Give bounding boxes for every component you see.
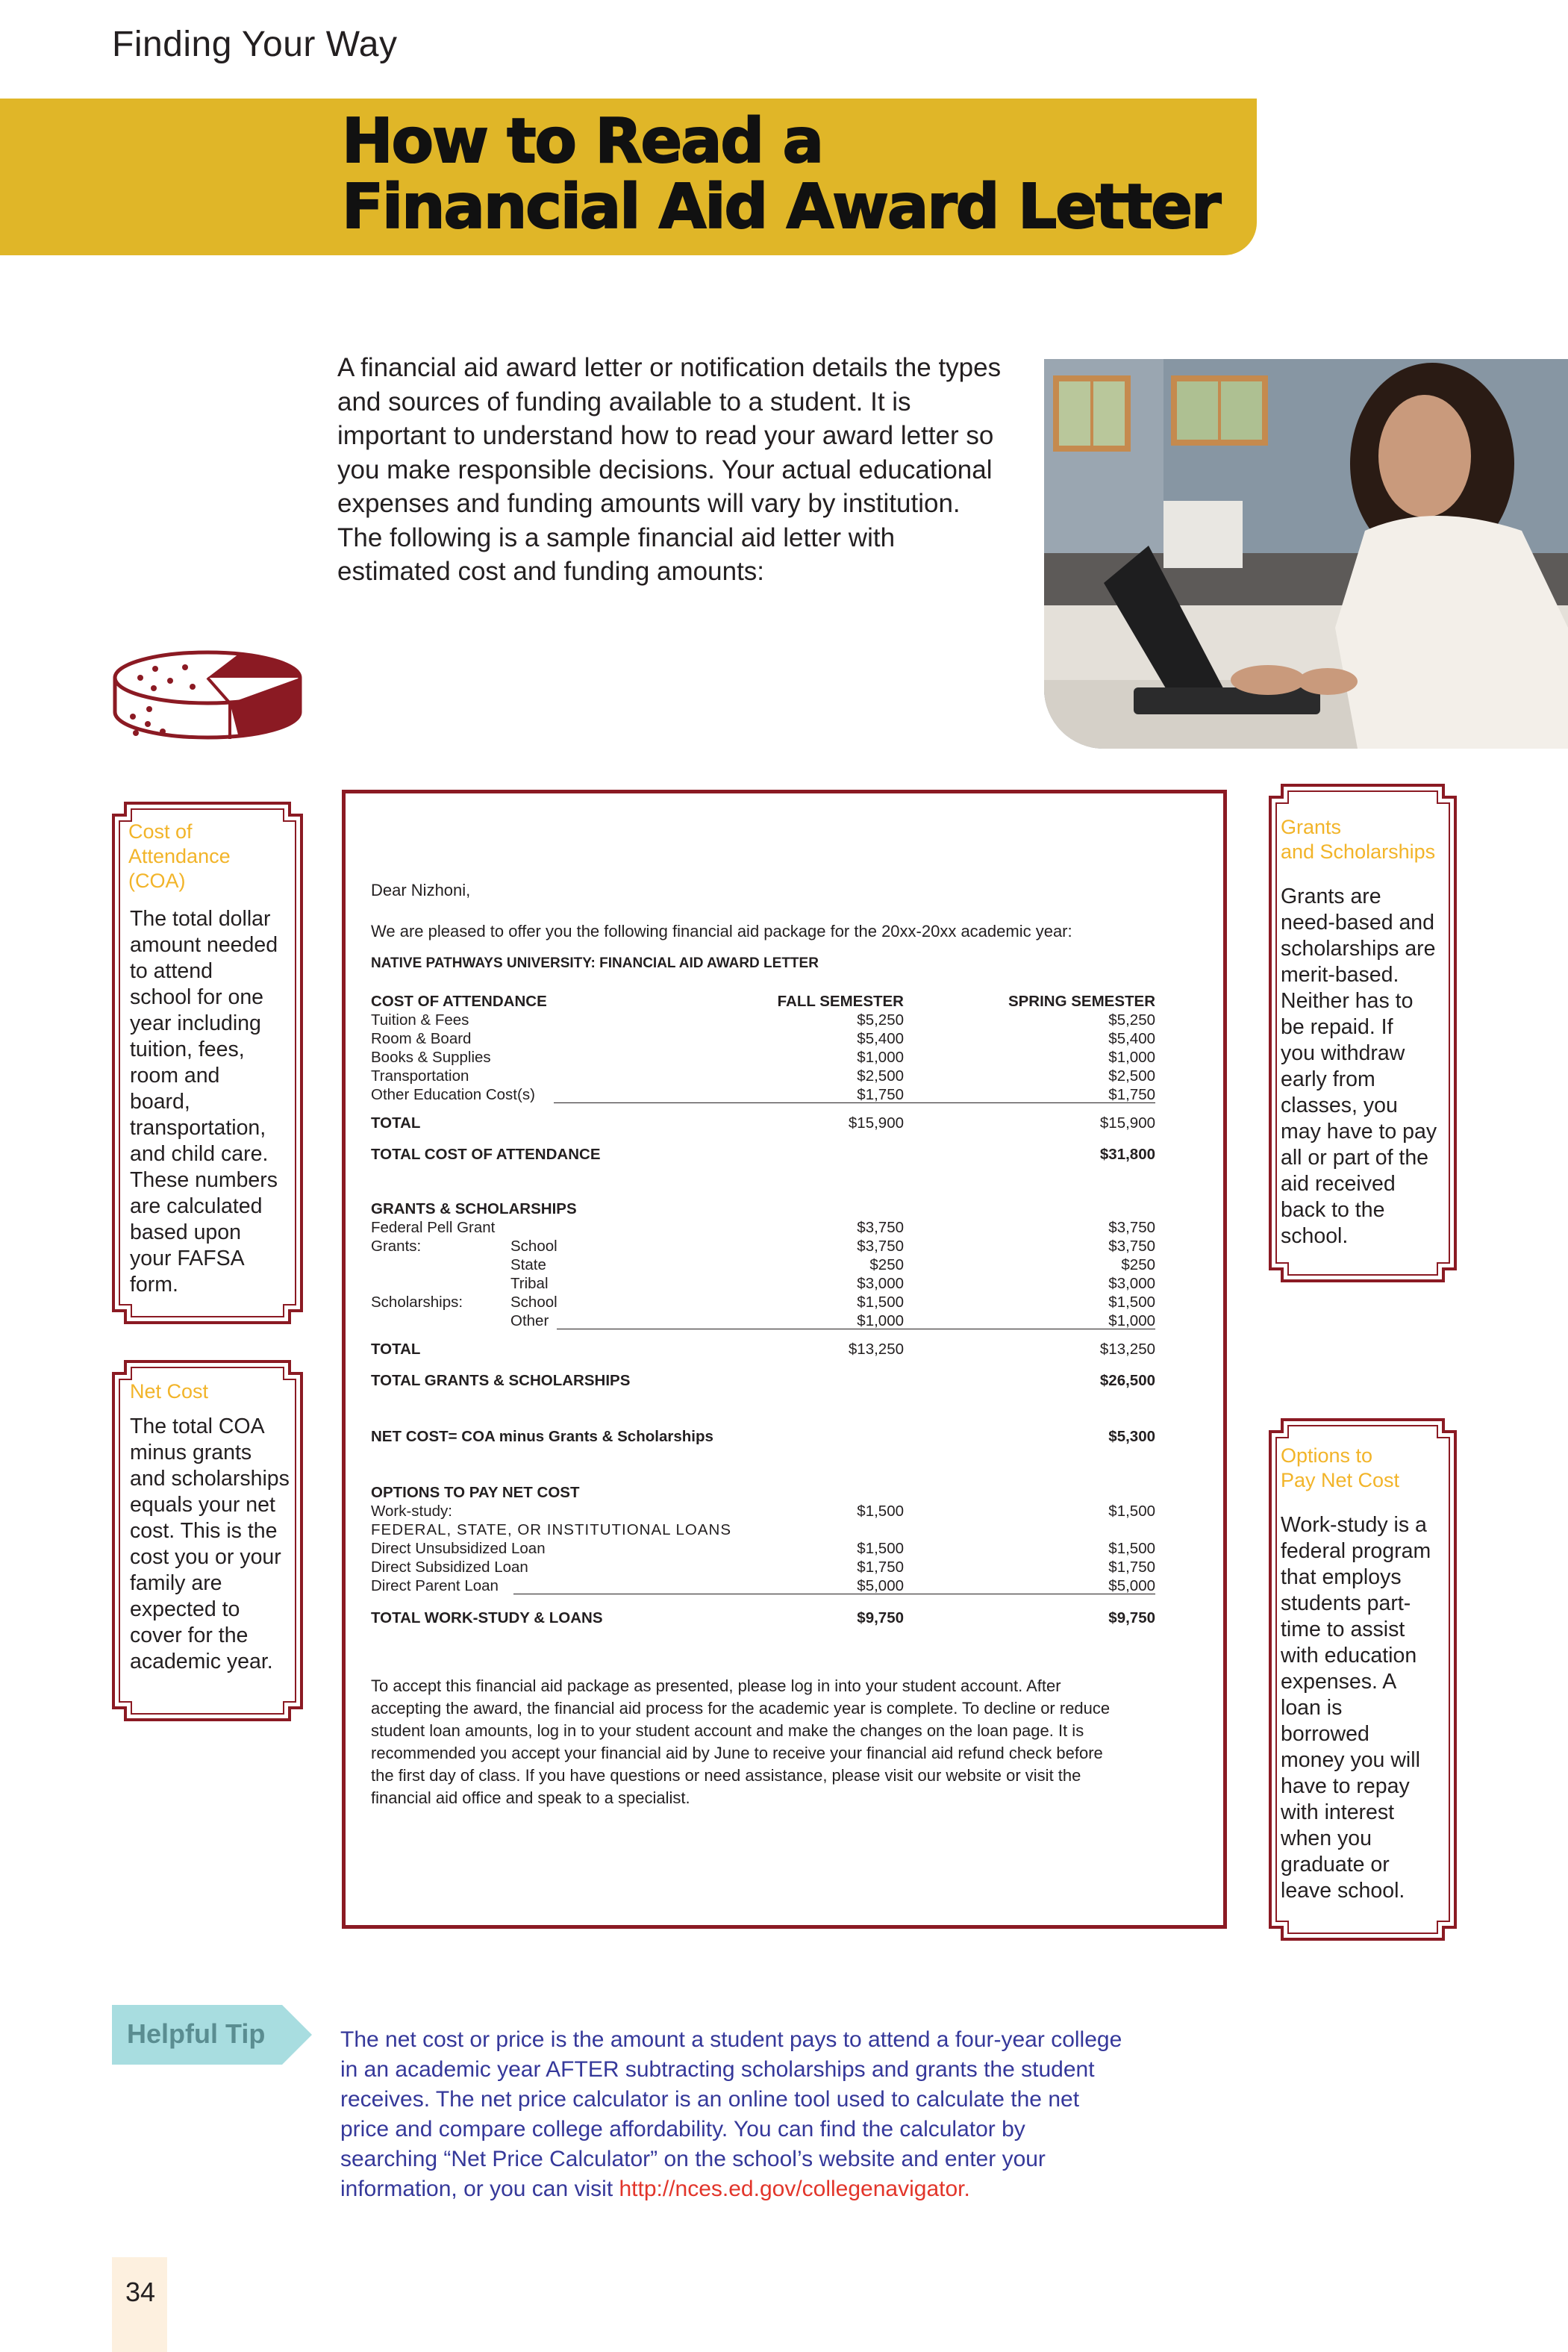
sidebar-body-line: amount needed xyxy=(130,933,278,957)
sidebar-coa-body xyxy=(130,906,278,1298)
coa-row-label: Transportation xyxy=(371,1067,469,1085)
grant-row-spring: $3,000 xyxy=(1108,1275,1155,1292)
letter-greeting: Dear Nizhoni, xyxy=(371,881,471,899)
sidebar-body-line: minus grants xyxy=(130,1441,252,1464)
grant-row-spring: $3,750 xyxy=(1108,1219,1155,1236)
page-title xyxy=(342,106,1220,243)
coa-row-label: Other Education Cost(s) xyxy=(371,1086,535,1103)
sidebar-body-line: academic year. xyxy=(130,1650,273,1673)
sidebar-body-line: aid received xyxy=(1281,1172,1396,1196)
sidebar-body-line: scholarships are xyxy=(1281,937,1436,961)
spring-semester-header: SPRING SEMESTER xyxy=(1008,993,1155,1010)
loan-row-label: Direct Unsubsidized Loan xyxy=(371,1540,546,1557)
coa-row-spring: $1,000 xyxy=(1108,1049,1155,1066)
options-header: OPTIONS TO PAY NET COST xyxy=(371,1484,580,1501)
coa-row-fall: $2,500 xyxy=(857,1067,904,1085)
sidebar-body-line: may have to pay xyxy=(1281,1120,1437,1144)
grant-row-spring: $250 xyxy=(1121,1256,1155,1273)
loan-row-fall: $1,500 xyxy=(857,1540,904,1557)
grant-row-sub: State xyxy=(510,1256,546,1273)
sidebar-title-line: Grants xyxy=(1281,816,1342,838)
sidebar-grants-title xyxy=(1281,815,1435,864)
sidebar-body-line: room and xyxy=(130,1064,220,1088)
grant-row-fall: $3,000 xyxy=(857,1275,904,1292)
sidebar-body-line: with interest xyxy=(1281,1800,1395,1824)
coa-rule xyxy=(554,1102,1155,1103)
sidebar-body-line: tuition, fees, xyxy=(130,1038,245,1061)
loan-row-label: Direct Parent Loan xyxy=(371,1577,499,1594)
tip-line: The net cost or price is the amount a student pays to attend a four-year college xyxy=(340,2027,1122,2052)
grant-row-fall: $3,750 xyxy=(857,1238,904,1255)
total-ws-fall: $9,750 xyxy=(857,1609,904,1626)
grants-total-spring: $13,250 xyxy=(1099,1341,1155,1358)
sidebar-body-line: and child care. xyxy=(130,1142,269,1166)
grant-row-fall: $250 xyxy=(869,1256,904,1273)
tip-line: price and compare college affordability. You can find the calculator by xyxy=(340,2117,1025,2142)
sidebar-body-line: The total dollar xyxy=(130,907,271,931)
tip-line-last xyxy=(340,2174,1191,2204)
sidebar-body-line: with education xyxy=(1281,1644,1417,1668)
coa-total-fall: $15,900 xyxy=(848,1114,904,1132)
sidebar-options xyxy=(1269,1418,1457,1941)
sidebar-title-line: Attendance xyxy=(128,845,231,867)
sidebar-body-line: form. xyxy=(130,1273,178,1297)
loan-row-fall: $5,000 xyxy=(857,1577,904,1594)
sidebar-body-line: classes, you xyxy=(1281,1094,1398,1117)
grant-row-sub: Tribal xyxy=(510,1275,549,1292)
total-ws-label: TOTAL WORK-STUDY & LOANS xyxy=(371,1609,603,1626)
tip-line: in an academic year AFTER subtracting scholarships and grants the student xyxy=(340,2057,1095,2082)
sidebar-grants xyxy=(1269,784,1457,1282)
sidebar-coa xyxy=(112,802,303,1324)
coa-row-fall: $5,400 xyxy=(857,1030,904,1047)
helpful-tip-label: Helpful Tip xyxy=(127,2018,266,2049)
grant-row-sub: School xyxy=(510,1294,557,1311)
sidebar-body-line: cost you or your xyxy=(130,1545,281,1569)
grant-row-label: Grants: xyxy=(371,1238,422,1255)
sidebar-body-line: when you xyxy=(1281,1827,1372,1850)
sidebar-body-line: Grants are xyxy=(1281,885,1381,908)
sidebar-body-line: school for one xyxy=(130,985,264,1009)
grant-row-label: Federal Pell Grant xyxy=(371,1219,496,1236)
sidebar-title-line: Pay Net Cost xyxy=(1281,1469,1400,1491)
sidebar-body-line: leave school. xyxy=(1281,1879,1405,1903)
sidebar-body-line: These numbers xyxy=(130,1168,278,1192)
net-cost-label: NET COST= COA minus Grants & Scholarships xyxy=(371,1428,713,1445)
sidebar-body-line: loan is xyxy=(1281,1696,1343,1720)
sidebar-title-line: Cost of xyxy=(128,820,193,843)
sidebar-grants-body xyxy=(1281,884,1437,1250)
student-photo xyxy=(1044,359,1568,749)
title-line-2: Financial Aid Award Letter xyxy=(342,172,1220,243)
student-photo-illustration xyxy=(1044,359,1568,749)
sidebar-body-line: federal program xyxy=(1281,1539,1431,1563)
sidebar-body-line: you withdraw xyxy=(1281,1041,1405,1065)
closing-line: accepting the award, the financial aid process for the academic year is complete. To decline or reduce xyxy=(371,1699,1111,1718)
closing-line: student loan amounts, log in to your student account and make the changes on the loan page. It is xyxy=(371,1721,1084,1740)
loan-row-spring: $1,500 xyxy=(1108,1540,1155,1557)
coa-row-fall: $5,250 xyxy=(857,1011,904,1029)
grant-row-label: Scholarships: xyxy=(371,1294,463,1311)
intro-paragraph: A financial aid award letter or notification details the types and sources of funding available to a student. It is important to understand how to read your award letter so you make responsible decisions. Your actual educational expenses and funding amounts will vary by institution. The following is a sample financial aid letter with estimated cost and funding amounts: xyxy=(337,353,1002,586)
sidebar-body-line: family are xyxy=(130,1571,222,1595)
sidebar-body-line: all or part of the xyxy=(1281,1146,1429,1170)
coa-total-spring: $15,900 xyxy=(1099,1114,1155,1132)
sidebar-body-line: be repaid. If xyxy=(1281,1015,1393,1039)
loan-row-spring: $5,000 xyxy=(1108,1577,1155,1594)
sidebar-body-line: cover for the xyxy=(130,1623,249,1647)
grant-row-sub: Other xyxy=(510,1312,549,1329)
work-study-label: Work-study: xyxy=(371,1503,452,1520)
grant-row-spring: $1,500 xyxy=(1108,1294,1155,1311)
sidebar-net-cost-body xyxy=(130,1414,290,1675)
sidebar-body-line: board, xyxy=(130,1090,190,1114)
sidebar-net-cost-title xyxy=(130,1379,208,1404)
sidebar-body-line: graduate or xyxy=(1281,1853,1390,1877)
sidebar-body-line: money you will xyxy=(1281,1748,1420,1772)
page-number: 34 xyxy=(125,2277,156,2307)
sidebar-body-line: year including xyxy=(130,1011,261,1035)
work-study-fall: $1,500 xyxy=(857,1503,904,1520)
coa-row-spring: $2,500 xyxy=(1108,1067,1155,1085)
section-label: Finding Your Way xyxy=(112,25,398,64)
sidebar-body-line: your FAFSA xyxy=(130,1247,245,1270)
helpful-tip-text xyxy=(340,2025,1191,2204)
sidebar-body-line: The total COA xyxy=(130,1414,265,1438)
grant-row-fall: $1,000 xyxy=(857,1312,904,1329)
sidebar-body-line: Work-study is a xyxy=(1281,1513,1427,1537)
coa-row-spring: $5,250 xyxy=(1108,1011,1155,1029)
sidebar-body-line: time to assist xyxy=(1281,1618,1405,1641)
sidebar-body-line: students part- xyxy=(1281,1591,1411,1615)
sidebar-title-line: Net Cost xyxy=(130,1380,209,1403)
work-study-spring: $1,500 xyxy=(1108,1503,1155,1520)
title-line-1: How to Read a xyxy=(342,106,823,177)
closing-line: the first day of class. If you have questions or need assistance, please visit our website or visit the xyxy=(371,1766,1081,1785)
sidebar-body-line: to attend xyxy=(130,959,213,983)
pie-chart-icon xyxy=(110,648,304,749)
sidebar-body-line: merit-based. xyxy=(1281,963,1399,987)
sidebar-body-line: need-based and xyxy=(1281,911,1435,935)
sidebar-body-line: back to the xyxy=(1281,1198,1385,1222)
closing-line: recommended you accept your financial aid by June to receive your financial aid refund check before xyxy=(371,1744,1103,1762)
grant-row-sub: School xyxy=(510,1238,557,1255)
coa-row-label: Tuition & Fees xyxy=(371,1011,469,1029)
tip-line: searching “Net Price Calculator” on the school’s website and enter your xyxy=(340,2147,1046,2171)
fall-semester-header: FALL SEMESTER xyxy=(777,993,904,1010)
grant-row-fall: $1,500 xyxy=(857,1294,904,1311)
grants-total-label: TOTAL xyxy=(371,1341,421,1358)
sidebar-body-line: expected to xyxy=(130,1597,240,1621)
total-ws-spring: $9,750 xyxy=(1108,1609,1155,1626)
loan-row-spring: $1,750 xyxy=(1108,1559,1155,1576)
loan-row-label: Direct Subsidized Loan xyxy=(371,1559,528,1576)
grants-header: GRANTS & SCHOLARSHIPS xyxy=(371,1200,577,1217)
sidebar-net-cost xyxy=(112,1360,303,1721)
coa-header: COST OF ATTENDANCE xyxy=(371,993,547,1010)
sidebar-title-line: Options to xyxy=(1281,1444,1373,1467)
total-coa-value: $31,800 xyxy=(1099,1146,1155,1163)
sidebar-body-line: early from xyxy=(1281,1067,1375,1091)
sidebar-body-line: Neither has to xyxy=(1281,989,1414,1013)
total-grants-label: TOTAL GRANTS & SCHOLARSHIPS xyxy=(371,1372,631,1389)
sidebar-body-line: expenses. A xyxy=(1281,1670,1397,1694)
sidebar-body-line: transportation, xyxy=(130,1116,266,1140)
letter-opening: We are pleased to offer you the following financial aid package for the 20xx-20xx academic year: xyxy=(371,922,1072,941)
sidebar-coa-title xyxy=(128,820,231,893)
grant-row-fall: $3,750 xyxy=(857,1219,904,1236)
coa-row-spring: $5,400 xyxy=(1108,1030,1155,1047)
closing-line: To accept this financial aid package as presented, please log in into your student account. After xyxy=(371,1676,1061,1695)
sidebar-options-title xyxy=(1281,1444,1399,1493)
closing-line: financial aid office and speak to a specialist. xyxy=(371,1788,690,1807)
sidebar-body-line: cost. This is the xyxy=(130,1519,278,1543)
sidebar-title-line: and Scholarships xyxy=(1281,840,1436,863)
tip-line: receives. The net price calculator is an online tool used to calculate the net xyxy=(340,2087,1080,2112)
sidebar-body-line: based upon xyxy=(130,1220,241,1244)
sidebar-body-line: school. xyxy=(1281,1224,1349,1248)
sidebar-body-line: borrowed xyxy=(1281,1722,1369,1746)
loan-row-fall: $1,750 xyxy=(857,1559,904,1576)
coa-total-label: TOTAL xyxy=(371,1114,421,1132)
total-coa-label: TOTAL COST OF ATTENDANCE xyxy=(371,1146,601,1163)
sidebar-body-line: are calculated xyxy=(130,1194,263,1218)
coa-row-label: Books & Supplies xyxy=(371,1049,491,1066)
tip-line-prefix: information, or you can visit xyxy=(340,2177,619,2201)
loans-header: FEDERAL, STATE, OR INSTITUTIONAL LOANS xyxy=(371,1521,731,1538)
grant-row-spring: $3,750 xyxy=(1108,1238,1155,1255)
grants-total-fall: $13,250 xyxy=(848,1341,904,1358)
coa-row-spring: $1,750 xyxy=(1108,1086,1155,1103)
college-navigator-link[interactable]: http://nces.ed.gov/collegenavigator. xyxy=(619,2177,970,2201)
sidebar-body-line: have to repay xyxy=(1281,1774,1410,1798)
grant-row-spring: $1,000 xyxy=(1108,1312,1155,1329)
total-grants-value: $26,500 xyxy=(1099,1372,1155,1389)
sidebar-body-line: that employs xyxy=(1281,1565,1402,1589)
coa-row-label: Room & Board xyxy=(371,1030,472,1047)
coa-row-fall: $1,000 xyxy=(857,1049,904,1066)
letter-heading: NATIVE PATHWAYS UNIVERSITY: FINANCIAL AID AWARD LETTER xyxy=(371,955,819,971)
sidebar-options-body xyxy=(1281,1512,1431,1904)
sidebar-body-line: and scholarships xyxy=(130,1467,290,1491)
sidebar-body-line: equals your net xyxy=(130,1493,275,1517)
coa-row-fall: $1,750 xyxy=(857,1086,904,1103)
sidebar-title-line: (COA) xyxy=(128,870,186,892)
net-cost-value: $5,300 xyxy=(1108,1428,1155,1445)
